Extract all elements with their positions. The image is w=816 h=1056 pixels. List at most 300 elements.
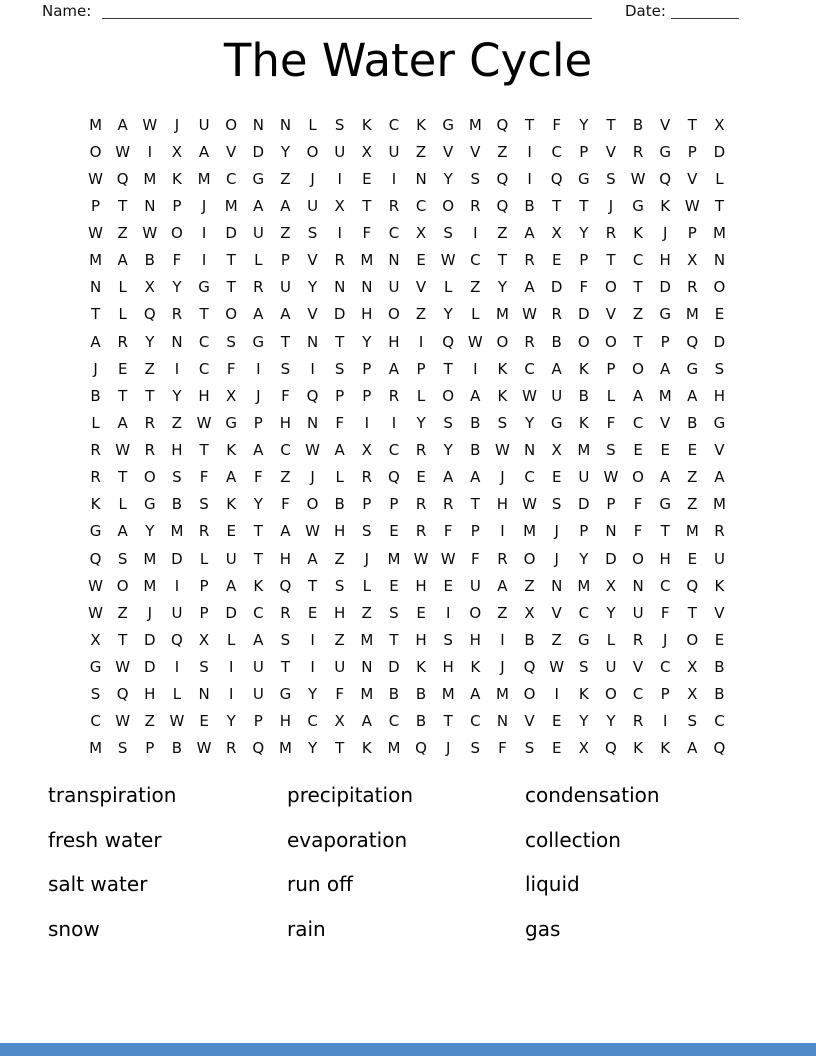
grid-letter: T — [118, 468, 128, 487]
grid-letter: I — [473, 359, 478, 378]
grid-letter: M — [577, 441, 591, 460]
grid-letter: E — [551, 468, 562, 487]
grid-letter: A — [226, 576, 237, 595]
word-transpiration: transpiration — [48, 783, 177, 808]
grid-letter: O — [171, 224, 183, 243]
grid-letter: Q — [415, 739, 427, 758]
grid-letter: N — [605, 522, 617, 541]
grid-letter: H — [442, 658, 454, 677]
grid-letter: C — [225, 169, 237, 188]
grid-letter: X — [334, 196, 345, 215]
grid-letter: I — [256, 359, 261, 378]
grid-letter: A — [117, 251, 128, 270]
grid-letter: F — [552, 115, 561, 134]
grid-letter: X — [361, 441, 372, 460]
grid-letter: C — [388, 224, 400, 243]
grid-letter: C — [307, 712, 318, 731]
grid-letter: B — [470, 413, 481, 432]
grid-letter: U — [388, 278, 400, 297]
grid-letter: I — [337, 169, 342, 188]
grid-letter: X — [90, 630, 101, 649]
grid-letter: T — [118, 196, 128, 215]
grid-letter: M — [495, 305, 509, 324]
grid-letter: V — [551, 603, 562, 622]
grid-letter: O — [605, 278, 617, 297]
grid-letter: Y — [606, 603, 616, 622]
grid-letter: A — [660, 359, 671, 378]
grid-letter: A — [497, 576, 508, 595]
grid-letter: Q — [605, 739, 617, 758]
grid-letter: T — [606, 251, 616, 270]
grid-letter: H — [279, 549, 292, 568]
grid-letter: J — [256, 386, 261, 405]
date-blank-line — [671, 18, 739, 19]
grid-letter: X — [551, 441, 562, 460]
grid-letter: N — [198, 685, 210, 704]
grid-letter: N — [388, 251, 400, 270]
grid-letter: N — [713, 251, 726, 270]
grid-letter: W — [440, 549, 456, 568]
grid-letter: Z — [687, 495, 698, 514]
grid-letter: K — [633, 739, 643, 758]
grid-letter: N — [306, 413, 319, 432]
grid-letter: D — [144, 658, 156, 677]
grid-letter: Z — [334, 549, 345, 568]
grid-letter: G — [632, 196, 644, 215]
grid-letter: Z — [497, 142, 508, 161]
grid-letter: R — [524, 251, 535, 270]
letter-grid — [82, 111, 733, 762]
grid-letter: K — [226, 441, 237, 460]
grid-letter: A — [226, 468, 237, 487]
grid-letter: V — [714, 441, 725, 460]
grid-letter: Q — [686, 576, 699, 595]
grid-letter: F — [335, 685, 344, 704]
grid-letter: T — [389, 630, 399, 649]
grid-letter: M — [360, 685, 374, 704]
grid-letter: A — [470, 468, 481, 487]
grid-letter: T — [226, 278, 236, 297]
grid-letter: R — [117, 332, 128, 351]
grid-letter: N — [89, 278, 102, 297]
grid-letter: R — [171, 305, 183, 324]
grid-letter: D — [605, 549, 617, 568]
grid-letter: Y — [416, 413, 426, 432]
grid-letter: G — [89, 658, 102, 677]
grid-letter: F — [633, 495, 643, 514]
grid-letter: O — [523, 549, 536, 568]
grid-letter: J — [310, 468, 315, 487]
grid-letter: R — [497, 549, 508, 568]
grid-letter: X — [551, 224, 562, 243]
grid-letter: J — [500, 468, 505, 487]
grid-letter: S — [199, 495, 209, 514]
grid-letter: A — [524, 278, 535, 297]
word-liquid: liquid — [525, 872, 580, 897]
grid-letter: V — [660, 413, 671, 432]
grid-letter: M — [224, 196, 238, 215]
grid-letter: A — [117, 522, 128, 541]
grid-letter: R — [334, 251, 345, 270]
grid-letter: V — [415, 278, 427, 297]
grid-letter: T — [253, 549, 263, 568]
grid-letter: Q — [279, 576, 292, 595]
grid-letter: S — [334, 576, 345, 595]
grid-letter: R — [144, 413, 156, 432]
grid-letter: Q — [252, 739, 265, 758]
grid-letter: T — [280, 332, 291, 351]
grid-letter: H — [361, 305, 373, 324]
grid-letter: A — [280, 305, 291, 324]
grid-letter: U — [388, 142, 400, 161]
grid-letter: B — [714, 658, 725, 677]
grid-letter: P — [389, 495, 399, 514]
grid-letter: J — [554, 549, 559, 568]
grid-letter: V — [687, 169, 698, 188]
grid-letter: S — [389, 603, 399, 622]
grid-letter: T — [633, 332, 643, 351]
grid-letter: N — [551, 576, 563, 595]
grid-letter: J — [662, 224, 668, 243]
grid-letter: N — [361, 278, 373, 297]
grid-letter: C — [524, 468, 535, 487]
grid-letter: T — [714, 196, 725, 215]
grid-letter: L — [362, 576, 371, 595]
grid-letter: M — [278, 739, 292, 758]
grid-letter: S — [443, 413, 453, 432]
grid-letter: I — [174, 658, 180, 677]
grid-letter: R — [253, 278, 264, 297]
grid-letter: Y — [145, 332, 155, 351]
grid-letter: F — [633, 522, 643, 541]
word-snow: snow — [48, 916, 100, 941]
grid-letter: B — [551, 332, 562, 351]
grid-letter: L — [227, 630, 236, 649]
grid-letter: I — [228, 658, 234, 677]
grid-letter: Z — [280, 224, 291, 243]
grid-letter: D — [713, 332, 726, 351]
grid-letter: M — [143, 169, 157, 188]
grid-letter: L — [308, 115, 317, 134]
grid-letter: C — [659, 658, 671, 677]
grid-letter: Y — [443, 305, 453, 324]
grid-letter: H — [334, 603, 346, 622]
grid-letter: F — [362, 224, 372, 243]
grid-letter: Q — [686, 332, 699, 351]
grid-letter: G — [252, 169, 265, 188]
grid-letter: R — [90, 468, 101, 487]
grid-letter: P — [91, 196, 101, 215]
grid-letter: R — [632, 142, 644, 161]
grid-letter: R — [90, 441, 101, 460]
grid-letter: H — [198, 386, 210, 405]
grid-letter: B — [632, 115, 644, 134]
grid-letter: E — [362, 169, 372, 188]
grid-letter: C — [388, 712, 400, 731]
grid-letter: A — [90, 332, 101, 351]
grid-letter: E — [416, 251, 426, 270]
grid-letter: W — [467, 332, 483, 351]
grid-letter: H — [334, 522, 346, 541]
grid-letter: V — [470, 142, 481, 161]
grid-letter: E — [687, 549, 698, 568]
grid-letter: Y — [579, 115, 589, 134]
grid-letter: S — [714, 359, 725, 378]
grid-letter: S — [687, 712, 698, 731]
grid-letter: B — [714, 685, 725, 704]
grid-letter: T — [253, 522, 263, 541]
grid-letter: W — [115, 712, 131, 731]
grid-letter: K — [470, 658, 481, 677]
grid-letter: Y — [443, 441, 453, 460]
grid-letter: F — [443, 522, 453, 541]
grid-letter: W — [549, 658, 565, 677]
grid-letter: U — [578, 468, 590, 487]
grid-letter: Y — [307, 278, 318, 297]
grid-letter: S — [443, 224, 453, 243]
grid-letter: R — [632, 712, 644, 731]
grid-letter: D — [252, 142, 265, 161]
grid-letter: O — [605, 332, 617, 351]
grid-letter: F — [253, 468, 263, 487]
grid-letter: B — [171, 739, 183, 758]
grid-letter: I — [201, 224, 207, 243]
grid-letter: M — [495, 685, 509, 704]
grid-letter: W — [495, 441, 510, 460]
grid-letter: K — [90, 495, 101, 514]
grid-letter: I — [147, 142, 153, 161]
grid-letter: P — [470, 522, 480, 541]
grid-letter: P — [606, 495, 616, 514]
grid-letter: P — [199, 576, 209, 595]
grid-letter: M — [143, 549, 157, 568]
grid-letter: Y — [606, 712, 616, 731]
grid-letter: U — [551, 386, 563, 405]
grid-letter: M — [360, 251, 374, 270]
grid-letter: K — [416, 658, 426, 677]
grid-letter: B — [144, 251, 155, 270]
grid-letter: K — [172, 169, 182, 188]
grid-letter: O — [523, 685, 536, 704]
grid-letter: A — [388, 359, 400, 378]
grid-letter: T — [335, 332, 345, 351]
grid-letter: V — [605, 305, 617, 324]
grid-letter: I — [662, 712, 668, 731]
grid-letter: A — [443, 468, 454, 487]
grid-letter: I — [201, 251, 207, 270]
grid-letter: P — [335, 386, 345, 405]
grid-letter: Z — [551, 630, 562, 649]
grid-letter: K — [226, 495, 237, 514]
grid-letter: M — [170, 522, 184, 541]
word-precipitation: precipitation — [287, 783, 413, 808]
grid-letter: W — [522, 386, 537, 405]
grid-letter: L — [606, 630, 616, 649]
grid-letter: N — [306, 332, 319, 351]
grid-letter: O — [469, 603, 482, 622]
grid-letter: U — [252, 224, 264, 243]
grid-letter: I — [527, 142, 532, 161]
grid-letter: E — [551, 251, 562, 270]
grid-letter: C — [578, 603, 590, 622]
grid-letter: B — [90, 386, 101, 405]
grid-letter: X — [144, 278, 155, 297]
grid-letter: W — [684, 196, 700, 215]
grid-letter: I — [445, 603, 451, 622]
grid-letter: R — [280, 603, 291, 622]
grid-letter: A — [253, 441, 264, 460]
grid-letter: L — [606, 386, 616, 405]
grid-letter: M — [387, 549, 401, 568]
grid-letter: H — [496, 495, 509, 514]
grid-letter: E — [117, 359, 128, 378]
grid-letter: Z — [497, 603, 508, 622]
grid-letter: Y — [307, 739, 318, 758]
grid-letter: Q — [306, 386, 319, 405]
grid-letter: S — [117, 739, 128, 758]
grid-letter: A — [687, 739, 698, 758]
grid-letter: M — [712, 495, 726, 514]
grid-letter: D — [550, 278, 563, 297]
grid-letter: N — [523, 441, 536, 460]
grid-letter: B — [524, 196, 535, 215]
grid-letter: I — [337, 224, 342, 243]
grid-letter: Z — [415, 142, 427, 161]
grid-letter: M — [712, 224, 726, 243]
grid-letter: C — [198, 332, 210, 351]
grid-letter: O — [713, 278, 726, 297]
grid-letter: S — [226, 332, 236, 351]
grid-letter: J — [608, 196, 614, 215]
grid-letter: E — [307, 603, 318, 622]
grid-letter: U — [334, 142, 346, 161]
grid-letter: G — [442, 115, 454, 134]
grid-letter: G — [550, 413, 563, 432]
grid-letter: V — [226, 142, 237, 161]
grid-letter: P — [362, 495, 372, 514]
grid-letter: P — [253, 413, 263, 432]
grid-letter: Y — [307, 685, 318, 704]
grid-letter: R — [551, 305, 562, 324]
grid-letter: A — [280, 196, 291, 215]
grid-letter: L — [715, 169, 724, 188]
grid-letter: A — [361, 712, 372, 731]
grid-letter: C — [632, 413, 644, 432]
grid-letter: P — [660, 332, 670, 351]
grid-letter: M — [685, 305, 699, 324]
grid-letter: M — [523, 522, 537, 541]
grid-letter: C — [253, 603, 264, 622]
grid-letter: V — [443, 142, 454, 161]
grid-letter: I — [364, 413, 370, 432]
grid-letter: V — [714, 603, 725, 622]
grid-letter: G — [659, 305, 671, 324]
grid-letter: C — [280, 441, 291, 460]
grid-letter: V — [632, 658, 644, 677]
grid-letter: H — [469, 630, 481, 649]
grid-letter: Z — [687, 468, 698, 487]
grid-letter: Q — [143, 305, 156, 324]
grid-letter: B — [388, 685, 400, 704]
word-bank — [48, 773, 768, 951]
grid-letter: Z — [415, 305, 427, 324]
grid-letter: F — [335, 413, 344, 432]
grid-letter: Y — [497, 278, 508, 297]
grid-letter: S — [579, 658, 589, 677]
grid-letter: L — [172, 685, 182, 704]
grid-letter: Y — [172, 278, 182, 297]
grid-letter: W — [115, 441, 131, 460]
grid-letter: Z — [280, 468, 291, 487]
grid-letter: L — [118, 305, 127, 324]
grid-letter: U — [279, 278, 291, 297]
name-blank-line — [102, 18, 592, 19]
word-bank-column-3 — [525, 773, 768, 951]
grid-letter: K — [633, 224, 643, 243]
grid-letter: U — [469, 576, 481, 595]
grid-letter: R — [714, 522, 725, 541]
grid-letter: H — [171, 441, 183, 460]
grid-letter: Z — [144, 359, 155, 378]
grid-letter: B — [171, 495, 183, 514]
grid-letter: F — [172, 251, 182, 270]
grid-letter: P — [280, 251, 290, 270]
grid-letter: H — [659, 251, 671, 270]
grid-letter: C — [388, 441, 400, 460]
grid-letter: Y — [579, 712, 589, 731]
grid-letter: B — [578, 386, 589, 405]
grid-letter: R — [415, 441, 427, 460]
grid-letter: K — [497, 359, 508, 378]
grid-letter: L — [91, 413, 100, 432]
grid-letter: W — [196, 739, 212, 758]
grid-letter: O — [632, 468, 644, 487]
grid-letter: R — [605, 224, 617, 243]
grid-letter: U — [334, 658, 346, 677]
grid-letter: T — [443, 712, 453, 731]
grid-letter: B — [687, 413, 698, 432]
grid-letter: R — [632, 630, 644, 649]
grid-letter: T — [443, 359, 453, 378]
grid-letter: K — [416, 115, 426, 134]
grid-letter: Z — [334, 630, 345, 649]
grid-letter: M — [577, 576, 591, 595]
grid-letter: G — [225, 413, 237, 432]
grid-letter: I — [391, 413, 397, 432]
grid-letter: I — [500, 630, 505, 649]
grid-letter: P — [660, 685, 670, 704]
word-rain: rain — [287, 916, 326, 941]
grid-letter: T — [470, 495, 480, 514]
grid-letter: S — [443, 630, 453, 649]
grid-letter: Z — [117, 603, 128, 622]
grid-letter: T — [660, 522, 670, 541]
grid-letter: B — [334, 495, 345, 514]
grid-letter: N — [144, 196, 156, 215]
grid-letter: Y — [253, 495, 263, 514]
grid-letter: P — [253, 712, 263, 731]
grid-letter: W — [88, 603, 103, 622]
grid-letter: C — [415, 196, 427, 215]
grid-letter: Q — [713, 739, 726, 758]
grid-letter: A — [470, 685, 481, 704]
grid-letter: G — [578, 630, 590, 649]
word-bank-column-2 — [287, 773, 525, 951]
grid-letter: P — [579, 251, 589, 270]
grid-letter: G — [144, 495, 156, 514]
grid-letter: F — [226, 359, 236, 378]
grid-letter: S — [199, 658, 209, 677]
